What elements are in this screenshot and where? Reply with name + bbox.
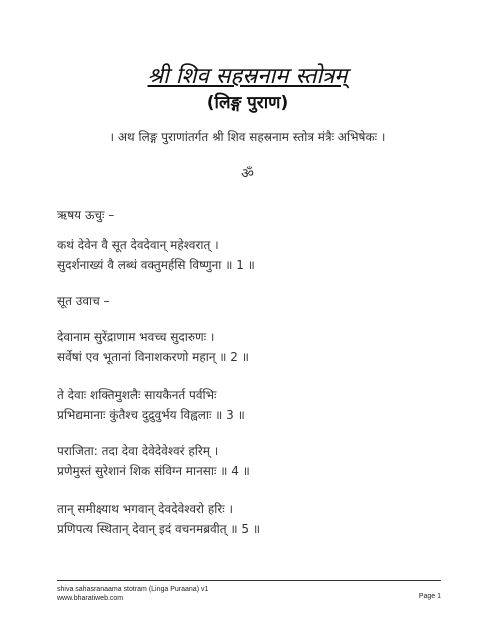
verse-line: कथं देवेन वै सूत देवदेवान् महेश्वरात् ।	[57, 238, 219, 252]
verse-line: पराजिता: तदा देवा देवेदेवेश्वरं हरिम् ।	[57, 444, 219, 458]
verse-line: प्रभिद्यमानाः कुंतैश्च दुद्रुवुर्भय विह्वलाः ॥ 3 ॥	[57, 408, 245, 422]
verse-line: सुदर्शनाख्यं वै लब्धं वक्तुमर्हसि विष्णुना ॥ 1 ॥	[57, 258, 255, 272]
footer-divider	[57, 580, 441, 581]
verse-line: देवानाम सुरेंद्राणाम भवच्च सुदारुणः ।	[57, 330, 215, 344]
verse-line: ते देवाः शक्तिमुशलैः सायकैनर्त पर्वभिः	[57, 388, 217, 402]
verse-line: ऋषय ऊचुः –	[57, 208, 115, 222]
page-title: श्री शिव सहस्रनाम स्तोत्रम्	[147, 64, 348, 89]
verse-line: तान् समीक्ष्याथ भगवान् देवदेवेश्वरो हरिः ।	[57, 502, 234, 516]
verse-line: प्रणिपत्य स्थितान् देवान् इदं वचनमब्रवीत् ॥ 5 ॥	[57, 522, 261, 536]
om-symbol: ॐ	[241, 166, 254, 182]
verse-line: सर्वेषां एव भूतानां विनाशकरणो महान् ॥ 2 ॥	[57, 350, 249, 364]
footer-title: shiva sahasranaama stotram (Linga Puraana) v1	[57, 586, 209, 593]
invocation-line: । अथ लिङ्ग पुराणांतर्गत श्री शिव सहस्रनाम स्तोत्र मंत्रैः अभिषेकः ।	[109, 130, 386, 144]
verse-line: सूत उवाच –	[57, 294, 110, 308]
page-number: Page 1	[418, 593, 441, 600]
footer-website: www.bharatiweb.com	[57, 595, 124, 602]
page-subtitle: (लिङ्ग पुराण)	[206, 93, 289, 113]
verse-line: प्रणेमुस्तं सुरेशानं शिक संविग्न मानसाः ॥ 4 ॥	[57, 464, 250, 478]
footer-left	[57, 585, 208, 603]
